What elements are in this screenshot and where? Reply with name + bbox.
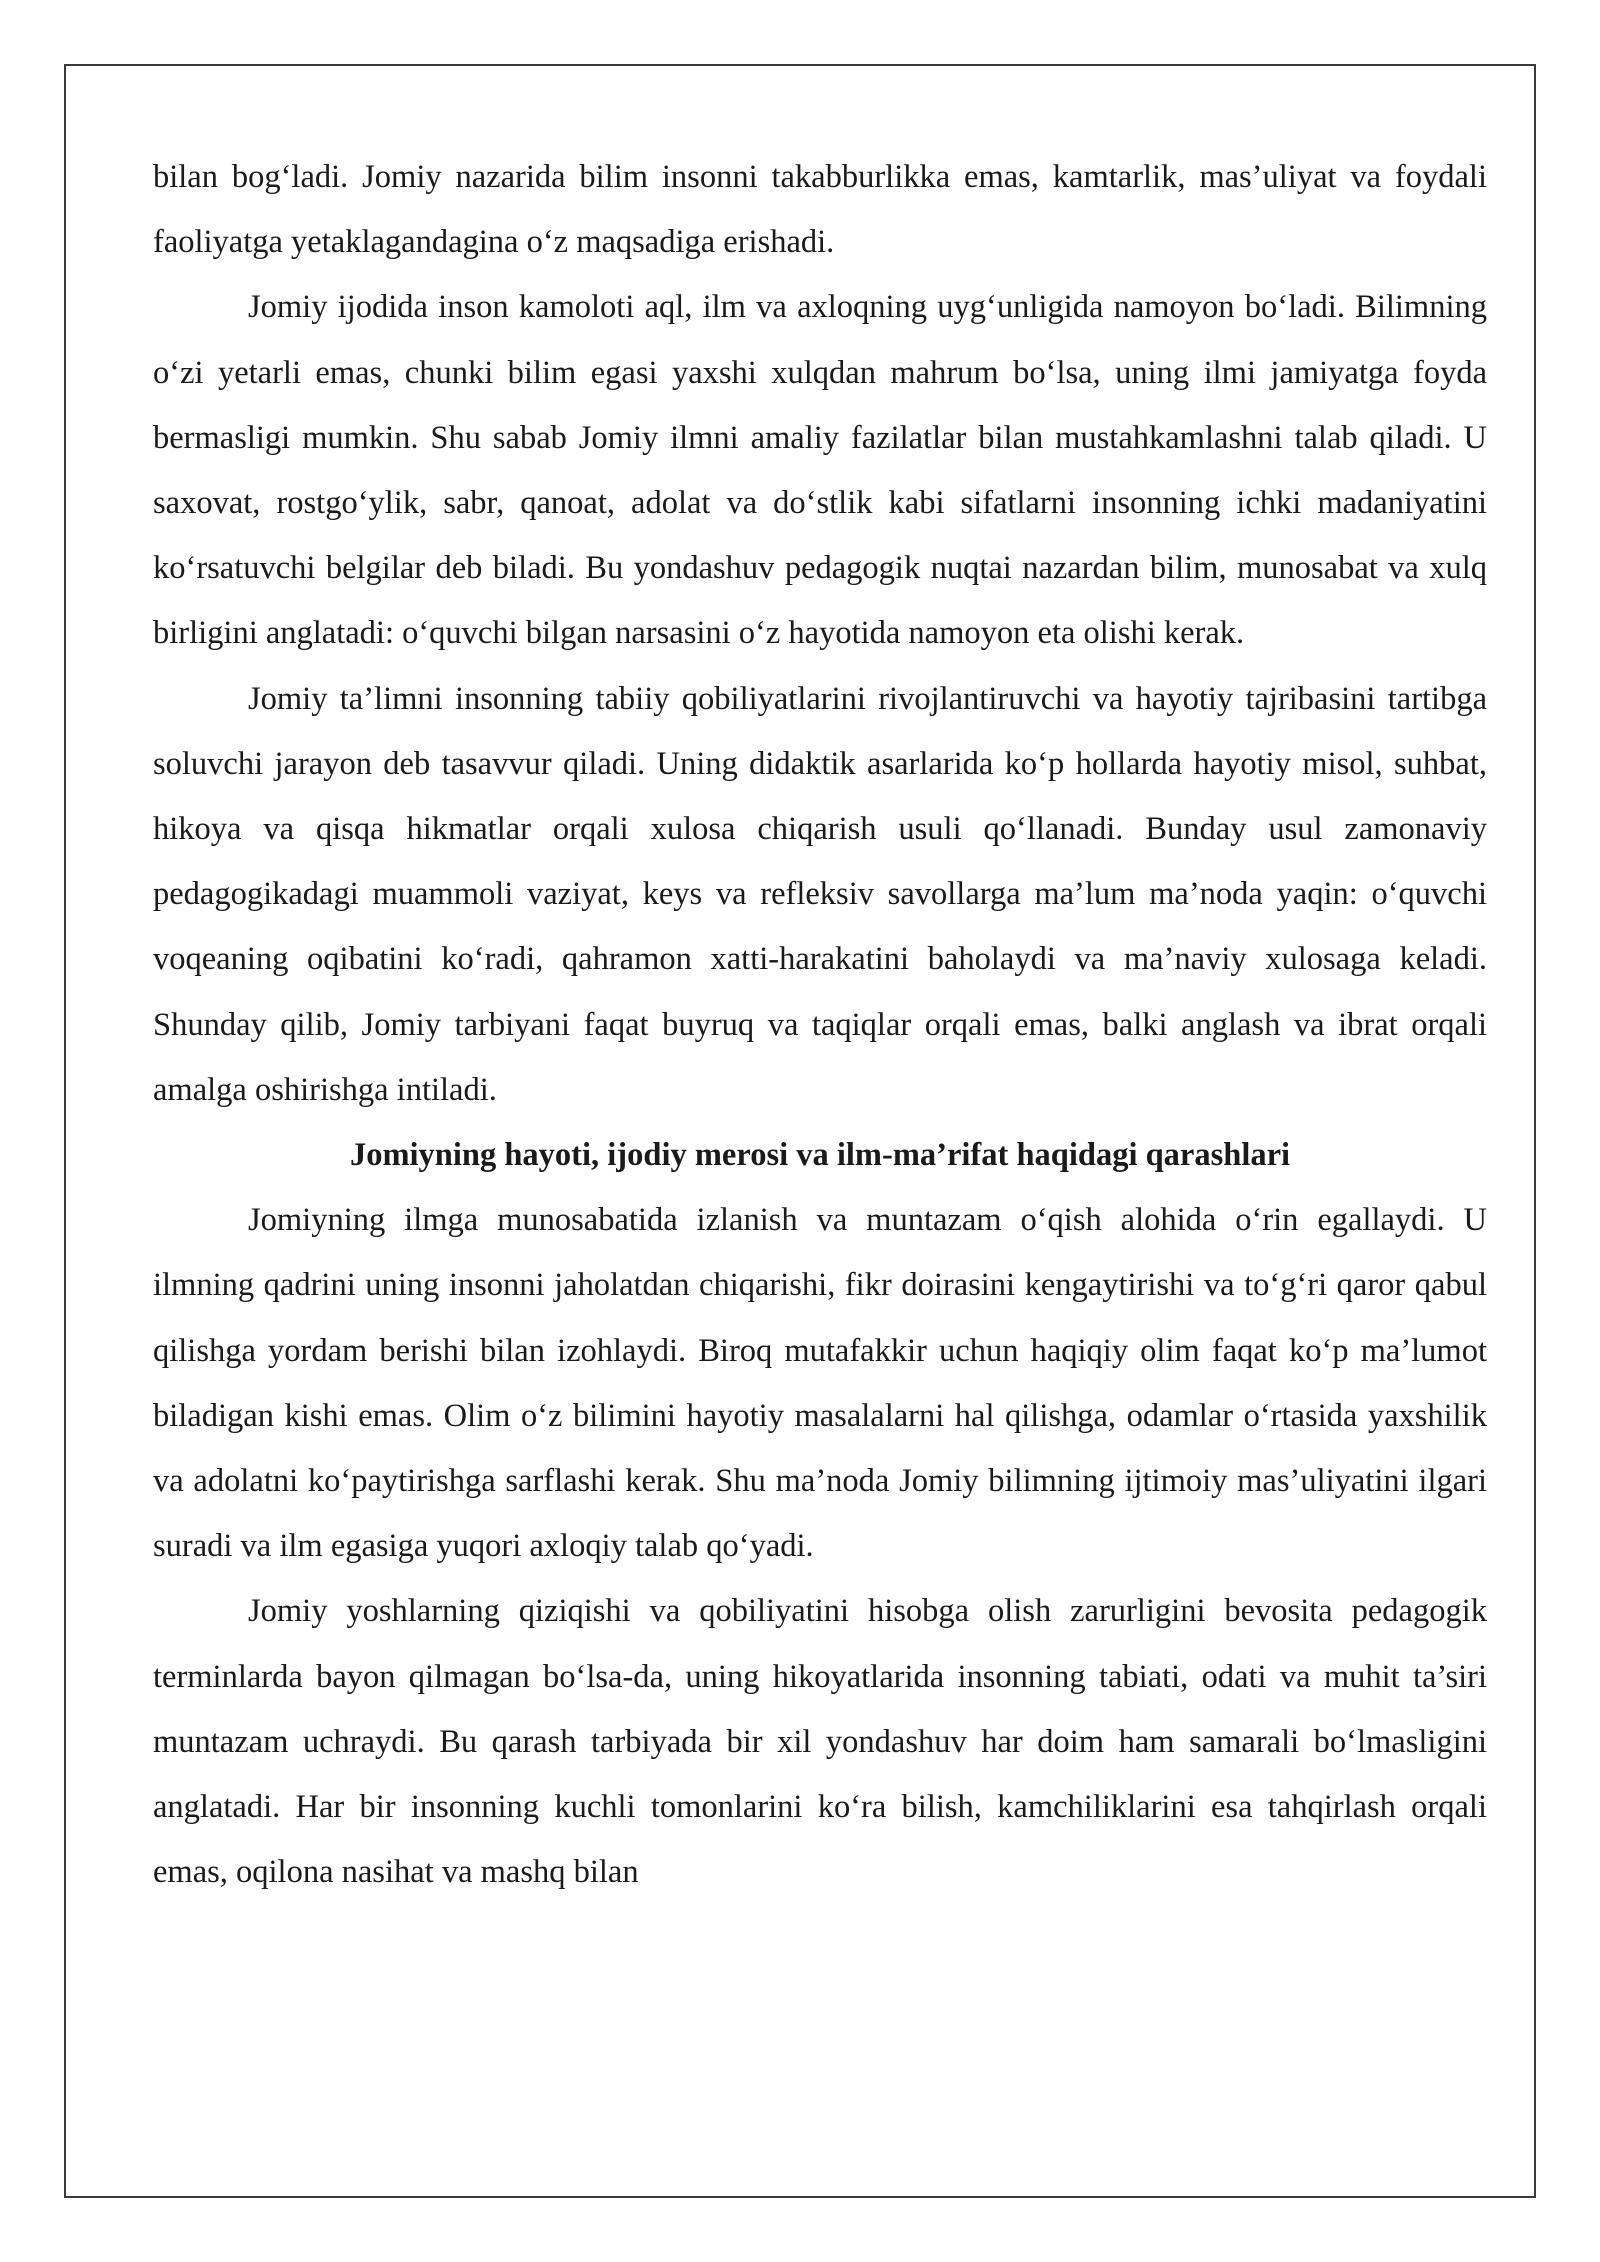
paragraph-3: Jomiy ta’limni insonning tabiiy qobiliyatlarini rivojlantiruvchi va hayotiy tajribasini tartibga soluvchi jarayon deb tasavvur qiladi. Uning didaktik asarlarida ko‘p hollarda hayotiy misol, suhbat, hikoya va qisqa hikmatlar orqali xulosa chiqarish usuli qo‘llanadi. Bunday usul zamonaviy pedagogikadagi muammoli vaziyat, keys va refleksiv savollarga ma’lum ma’noda yaqin: o‘quvchi voqeaning oqibatini ko‘radi, qahramon xatti-harakatini baholaydi va ma’naviy xulosaga keladi. Shunday qilib, Jomiy tarbiyani faqat buyruq va taqiqlar orqali emas, balki anglash va ibrat orqali amalga oshirishga intiladi. — [153, 680, 1487, 1108]
paragraph-2: Jomiy ijodida inson kamoloti aql, ilm va axloqning uyg‘unligida namoyon bo‘ladi. Bilimning o‘zi yetarli emas, chunki bilim egasi yaxshi xulqdan mahrum bo‘lsa, uning ilmi jamiyatga foyda bermasligi mumkin. Shu sabab Jomiy ilmni amaliy fazilatlar bilan mustahkamlashni talab qiladi. U saxovat, rostgo‘ylik, sabr, qanoat, adolat va do‘stlik kabi sifatlarni insonning ichki madaniyatini ko‘rsatuvchi belgilar deb biladi. Bu yondashuv pedagogik nuqtai nazardan bilim, munosabat va xulq birligini anglatadi: o‘quvchi bilgan narsasini o‘z hayotida namoyon eta olishi kerak. — [153, 289, 1487, 652]
paragraph-4: Jomiyning ilmga munosabatida izlanish va muntazam o‘qish alohida o‘rin egallaydi. U ilmning qadrini uning insonni jaholatdan chiqarishi, fikr doirasini kengaytirishi va to‘g‘ri qaror qabul qilishga yordam berishi bilan izohlaydi. Biroq mutafakkir uchun haqiqiy olim faqat ko‘p ma’lumot biladigan kishi emas. Olim o‘z bilimini hayotiy masalalarni hal qilishga, odamlar o‘rtasida yaxshilik va adolatni ko‘paytirishga sarflashi kerak. Shu ma’noda Jomiy bilimning ijtimoiy mas’uliyatini ilgari suradi va ilm egasiga yuqori axloqiy talab qo‘yadi. — [153, 1202, 1487, 1565]
document-body — [153, 145, 1487, 1905]
section-heading: Jomiyning hayoti, ijodiy merosi va ilm-ma’rifat haqidagi qarashlari — [349, 1137, 1291, 1174]
paragraph-1: bilan bog‘ladi. Jomiy nazarida bilim insonni takabburlikka emas, kamtarlik, mas’uliyat va foydali faoliyatga yetaklagandagina o‘z maqsadiga erishadi. — [153, 159, 1487, 261]
paragraph-5: Jomiy yoshlarning qiziqishi va qobiliyatini hisobga olish zarurligini bevosita pedagogik terminlarda bayon qilmagan bo‘lsa-da, uning hikoyatlarida insonning tabiati, odati va muhit ta’siri muntazam uchraydi. Bu qarash tarbiyada bir xil yondashuv har doim ham samarali bo‘lmasligini anglatadi. Har bir insonning kuchli tomonlarini ko‘ra bilish, kamchiliklarini esa tahqirlash orqali emas, oqilona nasihat va mashq bilan — [153, 1593, 1487, 1891]
